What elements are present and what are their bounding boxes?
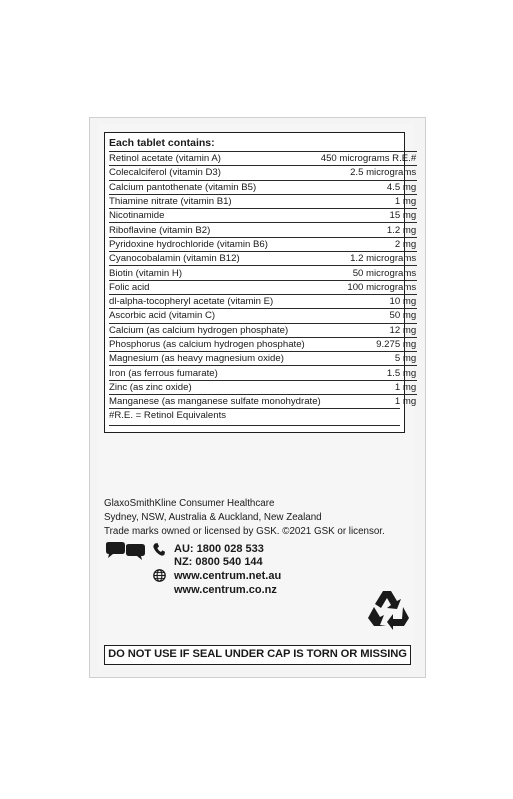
company-address: Sydney, NSW, Australia & Auckland, New Zealand: [104, 512, 322, 523]
nutrition-information-box: [104, 132, 417, 433]
nutrient-name: Nicotinamide: [109, 209, 321, 223]
nutrient-amount: 9.275 mg: [321, 337, 417, 351]
nutrient-name: Thiamine nitrate (vitamin B1): [109, 194, 321, 208]
nutrient-amount: 450 micrograms R.E.#: [320, 153, 417, 165]
nutrient-name: Manganese (as manganese sulfate monohydrate): [109, 396, 321, 408]
nutrient-amount: 1 mg: [321, 380, 417, 394]
nutrient-amount: 2 mg: [321, 237, 417, 251]
nutrition-table: [109, 151, 417, 408]
nutrient-name: Biotin (vitamin H): [109, 266, 321, 280]
nutrient-amount: 15 mg: [321, 209, 417, 223]
nutrition-row: [109, 266, 417, 280]
nutrition-title: Each tablet contains:: [109, 137, 215, 149]
nutrient-amount: 50 micrograms: [321, 266, 417, 280]
trademark-notice: Trade marks owned or licensed by GSK. ©2021 GSK or licensor.: [104, 526, 385, 537]
nutrient-name: Iron (as ferrous fumarate): [109, 366, 321, 380]
company-name: GlaxoSmithKline Consumer Healthcare: [104, 498, 275, 509]
nutrient-amount: 1.2 mg: [321, 223, 417, 237]
nutrient-name: Cyanocobalamin (vitamin B12): [109, 252, 321, 266]
nutrient-amount: 10 mg: [321, 294, 417, 308]
nutrition-row: [109, 152, 417, 166]
nutrient-amount: 100 micrograms: [321, 280, 417, 294]
nutrient-amount: 5 mg: [321, 352, 417, 366]
au-phone[interactable]: AU: 1800 028 533: [174, 543, 264, 555]
nutrition-row: [109, 194, 417, 208]
nutrition-row: [109, 337, 417, 351]
nutrition-row: [109, 366, 417, 380]
nutrient-name: Calcium (as calcium hydrogen phosphate): [109, 323, 321, 337]
seal-warning: DO NOT USE IF SEAL UNDER CAP IS TORN OR MISSING: [104, 645, 411, 665]
nutrient-amount: 4.5 mg: [321, 180, 417, 194]
nutrition-row: [109, 209, 417, 223]
website-nz-link[interactable]: www.centrum.co.nz: [174, 584, 277, 596]
nutrient-amount: 1.5 mg: [321, 366, 417, 380]
nutrient-amount: 12 mg: [321, 323, 417, 337]
nutrient-amount: 2.5 micrograms: [321, 166, 417, 180]
nutrition-row: [109, 352, 417, 366]
nutrient-name: Magnesium (as heavy magnesium oxide): [109, 352, 321, 366]
nutrient-name: Pyridoxine hydrochloride (vitamin B6): [109, 237, 321, 251]
chat-bubbles-icon: [104, 542, 148, 560]
globe-icon: [153, 569, 166, 582]
recycle-icon: [366, 588, 412, 632]
nutrient-name: Ascorbic acid (vitamin C): [109, 309, 321, 323]
nutrition-row: [109, 180, 417, 194]
nutrition-footnote: #R.E. = Retinol Equivalents: [109, 408, 400, 426]
nutrient-name: Calcium pantothenate (vitamin B5): [109, 180, 321, 194]
nutrient-amount: 50 mg: [321, 309, 417, 323]
nutrition-row: [109, 280, 417, 294]
nutrient-name: dl-alpha-tocopheryl acetate (vitamin E): [109, 294, 321, 308]
nz-phone[interactable]: NZ: 0800 540 144: [174, 556, 263, 568]
nutrition-row: [109, 380, 417, 394]
company-info: [104, 497, 404, 539]
nutrition-row: [109, 223, 417, 237]
nutrition-row: [109, 309, 417, 323]
nutrition-row: [109, 323, 417, 337]
nutrient-name: Riboflavine (vitamin B2): [109, 223, 321, 237]
nutrient-amount: 1 mg: [321, 395, 417, 409]
nutrient-name: Folic acid: [109, 280, 321, 294]
nutrient-name: Retinol acetate (vitamin A): [109, 152, 321, 166]
nutrient-amount: 1 mg: [321, 194, 417, 208]
nutrient-amount: 1.2 micrograms: [321, 252, 417, 266]
nutrition-row: [109, 294, 417, 308]
nutrition-row: [109, 252, 417, 266]
website-au-link[interactable]: www.centrum.net.au: [174, 570, 282, 582]
nutrient-name: Colecalciferol (vitamin D3): [109, 166, 321, 180]
nutrient-name: Zinc (as zinc oxide): [109, 380, 321, 394]
nutrition-row: [109, 395, 417, 409]
nutrition-row: [109, 237, 417, 251]
nutrition-row: [109, 166, 417, 180]
phone-icon: [153, 543, 165, 556]
nutrient-name: Phosphorus (as calcium hydrogen phosphate): [109, 337, 321, 351]
